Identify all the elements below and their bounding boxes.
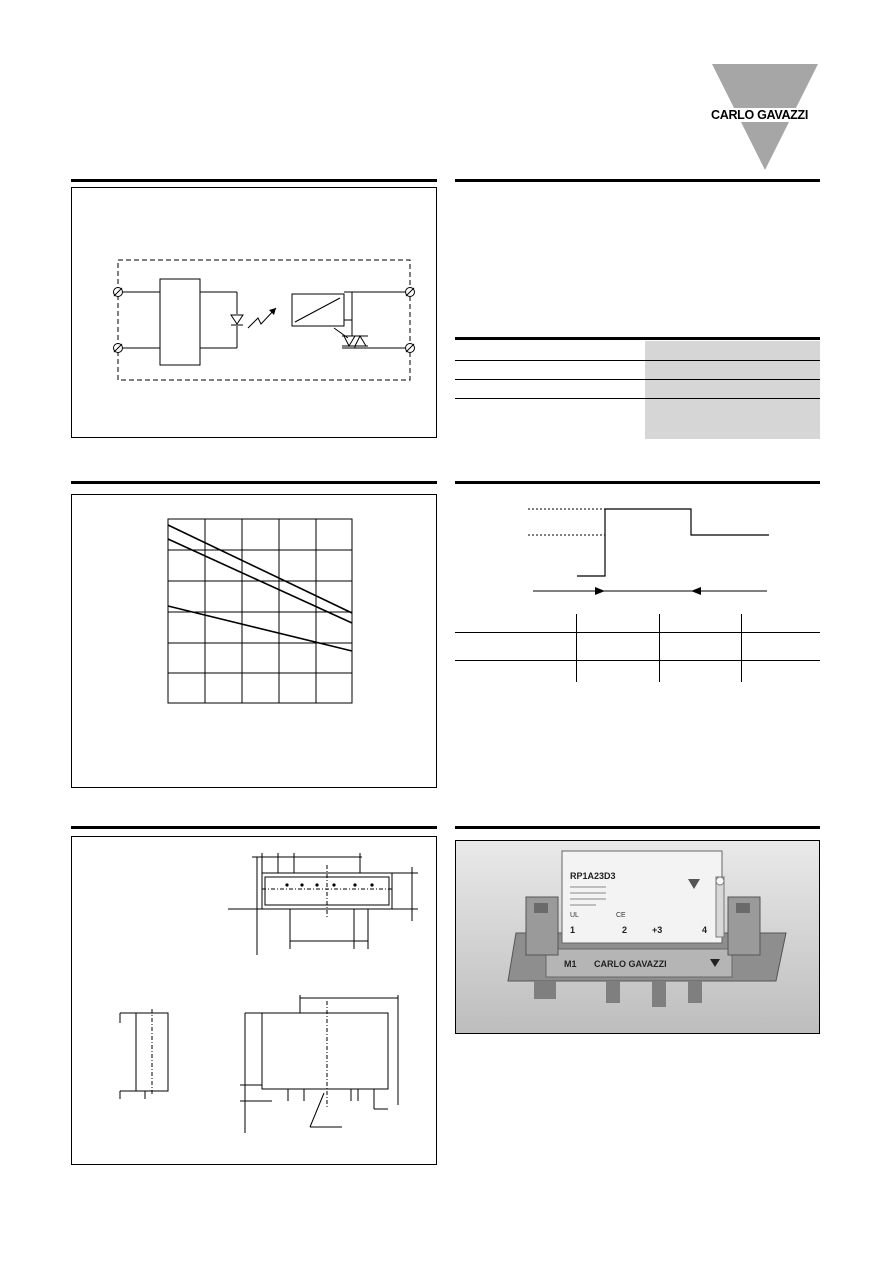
photo-base-tag: M1 bbox=[564, 959, 577, 969]
brand-name: CARLO GAVAZZI bbox=[711, 108, 809, 122]
logo-triangle-icon bbox=[0, 0, 892, 200]
section-rule-right-1 bbox=[455, 179, 820, 182]
section-rule-left-3 bbox=[71, 826, 437, 829]
wiring-diagram-panel bbox=[71, 187, 437, 438]
section-rule-left-2 bbox=[71, 481, 437, 484]
dimensions-drawing bbox=[72, 837, 438, 1166]
derating-chart-panel bbox=[71, 494, 437, 788]
photo-mark-ul: UL bbox=[570, 912, 579, 919]
timing-table-col-2 bbox=[659, 614, 660, 682]
photo-terminal-3: +3 bbox=[652, 925, 663, 935]
table-shade-column bbox=[645, 341, 820, 439]
dimensions-panel bbox=[71, 836, 437, 1165]
section-rule-left-1 bbox=[71, 179, 437, 182]
timing-table-rule-1 bbox=[455, 632, 820, 633]
derating-chart bbox=[72, 495, 438, 789]
photo-base-label: CARLO GAVAZZI bbox=[594, 959, 667, 969]
section-rule-right-3 bbox=[455, 826, 820, 829]
wiring-diagram bbox=[72, 188, 438, 439]
timing-table-col-3 bbox=[741, 614, 742, 682]
photo-terminal-4: 4 bbox=[702, 925, 708, 935]
section-rule-right-2 bbox=[455, 481, 820, 484]
table-row-rule-2 bbox=[455, 379, 820, 380]
timing-diagram bbox=[455, 495, 820, 615]
photo-mark-ce: CE bbox=[616, 912, 626, 919]
product-photo bbox=[455, 840, 820, 1034]
timing-table-rule-2 bbox=[455, 660, 820, 661]
table-top-rule bbox=[455, 337, 820, 340]
timing-table-col-1 bbox=[576, 614, 577, 682]
relay-photo-illustration bbox=[456, 841, 820, 1034]
photo-terminal-1: 1 bbox=[570, 925, 576, 935]
table-row-rule-1 bbox=[455, 360, 820, 361]
photo-terminal-2: 2 bbox=[622, 925, 628, 935]
photo-module-label: RP1A23D3 bbox=[570, 871, 616, 881]
table-row-rule-3 bbox=[455, 398, 820, 399]
